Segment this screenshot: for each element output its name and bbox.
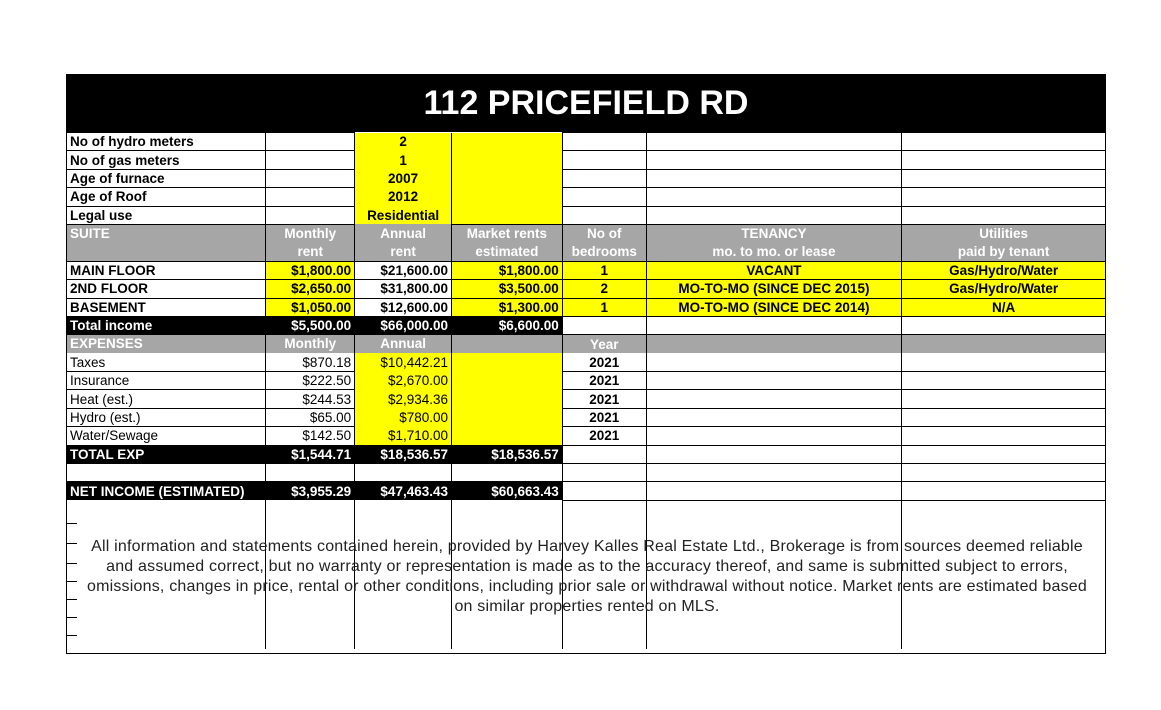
expense-year: 2021	[562, 353, 646, 371]
suite-monthly: $1,050.00	[266, 298, 355, 316]
info-label: Age of furnace	[67, 169, 266, 187]
expense-year: 2021	[562, 427, 646, 445]
row-tick	[67, 617, 77, 618]
info-row	[67, 188, 1105, 206]
suite-name: MAIN FLOOR	[67, 261, 266, 279]
total-income-market: $6,600.00	[452, 316, 563, 334]
info-label: Legal use	[67, 206, 266, 224]
net-income-monthly: $3,955.29	[266, 482, 355, 500]
expense-monthly: $222.50	[266, 372, 355, 390]
expenses-header-row	[67, 335, 1105, 353]
expense-year: 2021	[562, 390, 646, 408]
expense-label: Water/Sewage	[67, 427, 266, 445]
row-tick	[67, 543, 77, 544]
net-income-row	[67, 482, 1105, 500]
suite-row	[67, 261, 1105, 279]
row-tick	[67, 523, 77, 524]
expense-annual: $780.00	[355, 408, 452, 426]
expense-row	[67, 372, 1105, 390]
suite-row	[67, 280, 1105, 298]
tenancy-subheader: mo. to mo. or lease	[646, 243, 902, 261]
row-tick	[67, 563, 77, 564]
expense-row	[67, 427, 1105, 445]
row-tick	[67, 635, 77, 636]
suite-annual: $12,600.00	[355, 298, 452, 316]
total-exp-row	[67, 445, 1105, 463]
spreadsheet	[66, 74, 1106, 654]
total-exp-annual: $18,536.57	[355, 445, 452, 463]
expense-year: 2021	[562, 372, 646, 390]
suite-annual: $31,800.00	[355, 280, 452, 298]
suite-monthly: $1,800.00	[266, 261, 355, 279]
suite-name: BASEMENT	[67, 298, 266, 316]
net-income-label: NET INCOME (ESTIMATED)	[67, 482, 266, 500]
expense-annual: $10,442.21	[355, 353, 452, 371]
suite-header: SUITE	[67, 224, 266, 242]
info-row	[67, 151, 1105, 169]
suite-name: 2ND FLOOR	[67, 280, 266, 298]
total-exp-monthly: $1,544.71	[266, 445, 355, 463]
bedrooms-subheader: bedrooms	[562, 243, 646, 261]
utilities-header: Utilities	[902, 224, 1105, 242]
expense-monthly: $870.18	[266, 353, 355, 371]
suite-utilities: Gas/Hydro/Water	[902, 261, 1105, 279]
suite-market: $3,500.00	[452, 280, 563, 298]
expense-monthly: $244.53	[266, 390, 355, 408]
expense-row	[67, 408, 1105, 426]
blank-row	[67, 464, 1105, 482]
expense-monthly: $65.00	[266, 408, 355, 426]
expenses-header: EXPENSES	[67, 335, 266, 353]
utilities-subheader: paid by tenant	[902, 243, 1105, 261]
tenancy-header: TENANCY	[646, 224, 902, 242]
market-rents-subheader: estimated	[452, 243, 563, 261]
net-income-annual: $47,463.43	[355, 482, 452, 500]
expense-label: Heat (est.)	[67, 390, 266, 408]
suite-bedrooms: 2	[562, 280, 646, 298]
suite-row	[67, 298, 1105, 316]
info-label: Age of Roof	[67, 188, 266, 206]
row-tick	[67, 581, 77, 582]
property-title: 112 PRICEFIELD RD	[67, 75, 1105, 132]
total-income-annual: $66,000.00	[355, 316, 452, 334]
suite-tenancy: MO-TO-MO (SINCE DEC 2015)	[646, 280, 902, 298]
expense-annual: $2,670.00	[355, 372, 452, 390]
expense-label: Taxes	[67, 353, 266, 371]
suite-utilities: Gas/Hydro/Water	[902, 280, 1105, 298]
total-income-monthly: $5,500.00	[266, 316, 355, 334]
annual-rent-header: Annual	[355, 224, 452, 242]
bedrooms-header: No of	[562, 224, 646, 242]
expense-row	[67, 353, 1105, 371]
expenses-year-header: Year	[562, 335, 646, 353]
net-income-market: $60,663.43	[452, 482, 563, 500]
info-value: 2007	[355, 169, 452, 187]
suite-bedrooms: 1	[562, 261, 646, 279]
suite-tenancy: MO-TO-MO (SINCE DEC 2014)	[646, 298, 902, 316]
total-income-row	[67, 316, 1105, 334]
expense-year: 2021	[562, 408, 646, 426]
expenses-annual-header: Annual	[355, 335, 452, 353]
expense-annual: $2,934.36	[355, 390, 452, 408]
total-income-label: Total income	[67, 316, 266, 334]
total-exp-label: TOTAL EXP	[67, 445, 266, 463]
suite-tenancy: VACANT	[646, 261, 902, 279]
info-row	[67, 169, 1105, 187]
suite-utilities: N/A	[902, 298, 1105, 316]
market-rents-header: Market rents	[452, 224, 563, 242]
expense-label: Insurance	[67, 372, 266, 390]
expense-annual: $1,710.00	[355, 427, 452, 445]
total-exp-market: $18,536.57	[452, 445, 563, 463]
expense-monthly: $142.50	[266, 427, 355, 445]
row-tick	[67, 599, 77, 600]
disclaimer-text: All information and statements contained herein, provided by Harvey Kalles Real Estate Ltd., Brokerage is from sources deemed reliable and assumed correct, but no warranty or representation is made as to the accuracy thereof, and same is submitted subject to errors, omissions, changes in price, rental or other conditions, including prior sale or withdrawal without notice. Market rents are estimated based on similar properties rented on MLS.	[86, 538, 1088, 615]
expenses-monthly-header: Monthly	[266, 335, 355, 353]
annual-rent-subheader: rent	[355, 243, 452, 261]
info-value: 2012	[355, 188, 452, 206]
expense-row	[67, 390, 1105, 408]
monthly-rent-subheader: rent	[266, 243, 355, 261]
suite-bedrooms: 1	[562, 298, 646, 316]
suite-header-row	[67, 224, 1105, 242]
info-label: No of gas meters	[67, 151, 266, 169]
info-label: No of hydro meters	[67, 133, 266, 151]
info-value: 2	[355, 133, 452, 151]
suite-header-row	[67, 243, 1105, 261]
blank-row	[67, 500, 1105, 518]
suite-monthly: $2,650.00	[266, 280, 355, 298]
monthly-rent-header: Monthly	[266, 224, 355, 242]
suite-market: $1,800.00	[452, 261, 563, 279]
suite-market: $1,300.00	[452, 298, 563, 316]
info-row	[67, 206, 1105, 224]
suite-annual: $21,600.00	[355, 261, 452, 279]
info-value: Residential	[355, 206, 452, 224]
expense-label: Hydro (est.)	[67, 408, 266, 426]
info-row	[67, 133, 1105, 151]
info-value: 1	[355, 151, 452, 169]
